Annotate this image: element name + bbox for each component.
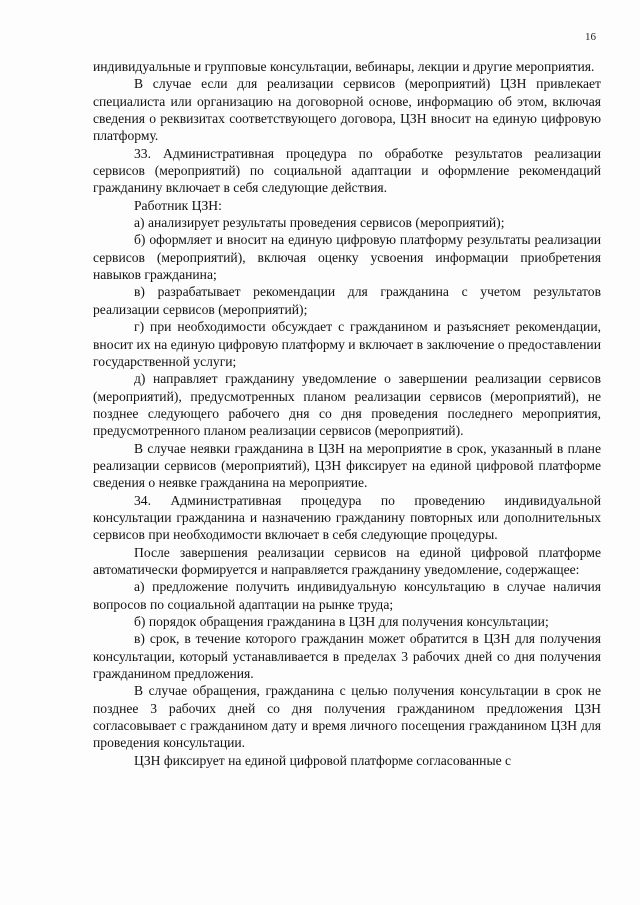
list-item: б) оформляет и вносит на единую цифровую платформу результаты реализации сервисов (мероприятий), включая оценку усвоения информации приобретения навыков гражданина;: [93, 232, 601, 283]
document-body: [93, 58, 601, 769]
list-item: а) анализирует результаты проведения сервисов (мероприятий);: [134, 215, 505, 231]
list-item: а) предложение получить индивидуальную консультацию в случае наличия вопросов по социальной адаптации на рынке труда;: [93, 579, 601, 612]
paragraph: Работник ЦЗН:: [134, 197, 222, 213]
paragraph: В случае обращения, гражданина с целью получения консультации в срок не позднее 3 рабочих дней со дня получения гражданином предложения ЦЗН согласовывает с гражданином дату и время личного посещения гражданином ЦЗН для проведения консультации.: [93, 683, 601, 751]
list-item: б) порядок обращения гражданина в ЦЗН для получения консультации;: [134, 614, 549, 629]
paragraph: В случае если для реализации сервисов (мероприятий) ЦЗН привлекает специалиста или организацию на договорной основе, информацию об этом, включая сведения о реквизитах соответствующего договора, ЦЗН вносит на единую цифровую платформу.: [93, 76, 601, 144]
paragraph: ЦЗН фиксирует на единой цифровой платформе согласованные с: [134, 752, 512, 768]
page-number: 16: [585, 31, 596, 43]
paragraph-clause-33: 33. Административная процедура по обработке результатов реализации сервисов (мероприятий) по социальной адаптации и оформление рекомендаций гражданину включает в себя следующие действия.: [93, 145, 601, 196]
paragraph: После завершения реализации сервисов на единой цифровой платформе автоматически формируется и направляется гражданину уведомление, содержащее:: [93, 544, 601, 577]
list-item: г) при необходимости обсуждает с гражданином и разъясняет рекомендации, вносит их на единую цифровую платформу и включает в заключение о предоставлении государственной услуги;: [93, 319, 601, 369]
paragraph: В случае неявки гражданина в ЦЗН на мероприятие в срок, указанный в плане реализации сервисов (мероприятий), ЦЗН фиксирует на единой цифровой платформе сведения о неявке гражданина на мероприятие.: [93, 440, 601, 491]
list-item: в) срок, в течение которого гражданин может обратится в ЦЗН для получения консультации, который устанавливается в пределах 3 рабочих дней со дня получения гражданином предложения.: [93, 631, 601, 682]
paragraph-clause-34: 34. Административная процедура по проведению индивидуальной консультации гражданина и назначению гражданину повторных или дополнительных сервисов при необходимости включает в себя следующие процедуры.: [93, 492, 601, 543]
list-item: в) разрабатывает рекомендации для гражданина с учетом результатов реализации сервисов (мероприятий);: [93, 284, 601, 317]
paragraph-continuation: индивидуальные и групповые консультации, вебинары, лекции и другие мероприятия.: [93, 59, 595, 74]
list-item: д) направляет гражданину уведомление о завершении реализации сервисов (мероприятий), предусмотренных планом реализации сервисов (мероприятий), не позднее следующего рабочего дня со дня проведения последнего мероприятия, предусмотренного планом реализации сервисов (мероприятий).: [93, 371, 601, 439]
